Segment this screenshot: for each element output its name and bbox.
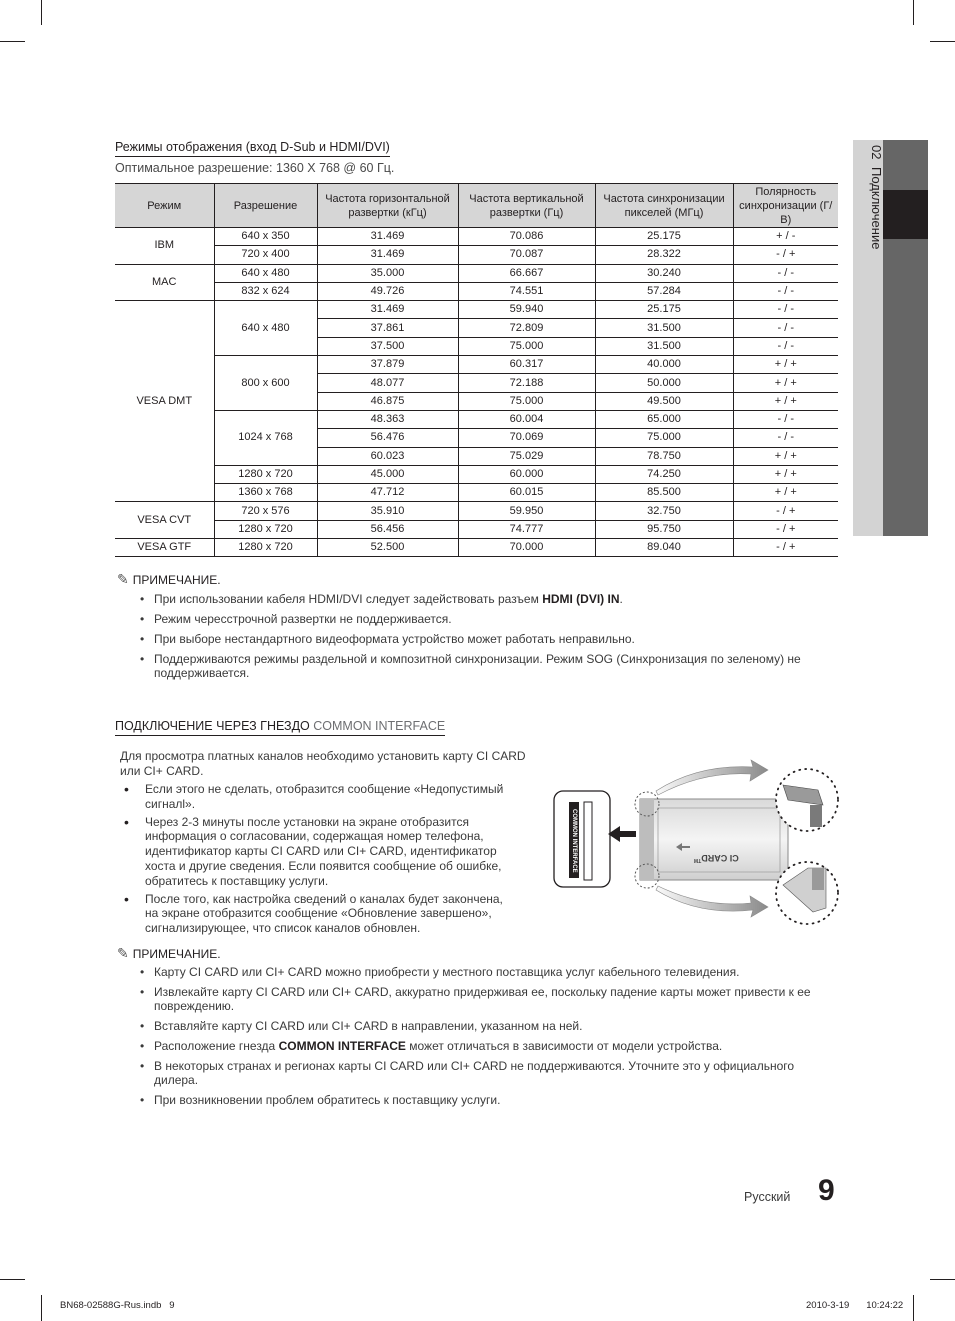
pixel-clock-cell: 25.175 (595, 301, 733, 319)
table-row (115, 228, 838, 246)
resolution-cell: 640 x 480 (214, 264, 317, 282)
h-freq-cell: 56.476 (317, 429, 458, 447)
v-freq-cell: 74.551 (458, 282, 595, 300)
polarity-cell: - / + (733, 520, 838, 538)
resolution-cell: 1280 x 720 (214, 465, 317, 483)
polarity-cell: + / - (733, 228, 838, 246)
v-freq-cell: 66.667 (458, 264, 595, 282)
resolution-cell: 1024 x 768 (214, 410, 317, 465)
pencil-note-icon: ✎ (117, 945, 129, 961)
h-freq-cell: 37.500 (317, 337, 458, 355)
v-freq-cell: 70.000 (458, 539, 595, 557)
list-item: • Через 2-3 минуты после установки на экране отобразится информация о согласовании, содержащая номер телефона, идентификатор карты CI CARD или CI+ CARD, идентификатор хоста и другие сведения. Если появится сообщение об ошибке, обратитесь к поставщику услуги. (124, 815, 514, 889)
list-item: • Если этого не сделать, отобразится сообщение «Недопустимый сигналl». (124, 782, 514, 812)
polarity-cell: + / + (733, 484, 838, 502)
resolution-cell: 720 x 576 (214, 502, 317, 520)
v-freq-cell: 72.188 (458, 374, 595, 392)
resolution-cell: 1280 x 720 (214, 539, 317, 557)
chapter-title: Подключение (869, 167, 884, 250)
list-item: • При возникновении проблем обратитесь к поставщику услуги. (140, 1093, 840, 1107)
v-freq-cell: 60.004 (458, 410, 595, 428)
polarity-cell: - / - (733, 410, 838, 428)
resolution-cell: 800 x 600 (214, 356, 317, 411)
mode-cell: MAC (115, 264, 214, 301)
print-slug-timestamp: 2010-3-19 10:24:22 (806, 1300, 904, 1311)
page-number: 9 (818, 1174, 835, 1207)
column-header-resolution: Разрешение (214, 184, 317, 228)
pixel-clock-cell: 75.000 (595, 429, 733, 447)
pixel-clock-cell: 85.500 (595, 484, 733, 502)
pixel-clock-cell: 95.750 (595, 520, 733, 538)
table-row (115, 484, 838, 502)
common-interface-bullets (124, 782, 514, 939)
column-header-polarity: Полярность синхронизации (Г/В) (733, 184, 838, 228)
crop-mark (913, 0, 914, 25)
polarity-cell: - / - (733, 319, 838, 337)
slot-label: COMMON INTERFACE (571, 809, 577, 873)
polarity-cell: - / + (733, 502, 838, 520)
pixel-clock-cell: 57.284 (595, 282, 733, 300)
pixel-clock-cell: 25.175 (595, 228, 733, 246)
v-freq-cell: 60.000 (458, 465, 595, 483)
resolution-cell: 1280 x 720 (214, 520, 317, 538)
polarity-cell: - / - (733, 337, 838, 355)
list-item: • Извлекайте карту CI CARD или CI+ CARD, аккуратно придерживая ее, поскольку падение карты может привести к ее повреждению. (140, 985, 840, 1013)
table-row (115, 465, 838, 483)
chapter-number: 02 (869, 145, 884, 160)
resolution-cell: 720 x 400 (214, 246, 317, 264)
display-modes-notes (140, 592, 840, 686)
resolution-cell: 832 x 624 (214, 282, 317, 300)
common-interface-title: ПОДКЛЮЧЕНИЕ ЧЕРЕЗ ГНЕЗДО COMMON INTERFACE (115, 719, 445, 736)
column-header-v-freq: Частота вертикальной развертки (Гц) (458, 184, 595, 228)
list-item: • Режим чересстрочной развертки не поддерживается. (140, 612, 840, 626)
v-freq-cell: 75.000 (458, 337, 595, 355)
h-freq-cell: 49.726 (317, 282, 458, 300)
v-freq-cell: 74.777 (458, 520, 595, 538)
mode-cell: VESA CVT (115, 502, 214, 539)
note-heading (117, 571, 221, 588)
list-item: • После того, как настройка сведений о каналах будет закончена, на экране отобразится сообщение «Обновление завершено», сигнализирующее, что список каналов обновлен. (124, 892, 514, 936)
pixel-clock-cell: 74.250 (595, 465, 733, 483)
h-freq-cell: 31.469 (317, 301, 458, 319)
resolution-cell: 1360 x 768 (214, 484, 317, 502)
common-interface-notes (140, 965, 840, 1113)
h-freq-cell: 31.469 (317, 228, 458, 246)
v-freq-cell: 60.317 (458, 356, 595, 374)
table-row (115, 356, 838, 374)
list-item: • Расположение гнезда COMMON INTERFACE может отличаться в зависимости от модели устройства. (140, 1039, 840, 1053)
chapter-tab-label (852, 145, 884, 345)
note-label: ПРИМЕЧАНИЕ. (132, 573, 221, 587)
note-heading (117, 945, 221, 962)
v-freq-cell: 70.086 (458, 228, 595, 246)
pencil-note-icon: ✎ (117, 571, 129, 587)
h-freq-cell: 46.875 (317, 392, 458, 410)
list-item: • При использовании кабеля HDMI/DVI следует задействовать разъем HDMI (DVI) IN. (140, 592, 840, 606)
mode-cell: VESA GTF (115, 539, 214, 557)
polarity-cell: - / - (733, 264, 838, 282)
polarity-cell: + / + (733, 374, 838, 392)
v-freq-cell: 72.809 (458, 319, 595, 337)
crop-mark (41, 0, 42, 25)
footer-language: Русский (744, 1190, 791, 1204)
v-freq-cell: 70.087 (458, 246, 595, 264)
list-item: • При выборе нестандартного видеоформата устройство может работать неправильно. (140, 632, 840, 646)
polarity-cell: - / - (733, 429, 838, 447)
common-interface-intro: Для просмотра платных каналов необходимо установить карту CI CARD или CI+ CARD. (120, 749, 526, 778)
pixel-clock-cell: 32.750 (595, 502, 733, 520)
table-row (115, 539, 838, 557)
list-item: • Карту CI CARD или CI+ CARD можно приобрести у местного поставщика услуг кабельного телевидения. (140, 965, 840, 979)
ci-card-illustration (548, 750, 848, 930)
h-freq-cell: 56.456 (317, 520, 458, 538)
table-header-row (115, 184, 838, 228)
polarity-cell: + / + (733, 465, 838, 483)
h-freq-cell: 37.861 (317, 319, 458, 337)
pixel-clock-cell: 78.750 (595, 447, 733, 465)
v-freq-cell: 70.069 (458, 429, 595, 447)
h-freq-cell: 48.077 (317, 374, 458, 392)
resolution-cell: 640 x 350 (214, 228, 317, 246)
table-row (115, 282, 838, 300)
polarity-cell: + / + (733, 447, 838, 465)
h-freq-cell: 60.023 (317, 447, 458, 465)
polarity-cell: - / + (733, 246, 838, 264)
polarity-cell: + / + (733, 392, 838, 410)
crop-mark (930, 1279, 955, 1280)
table-row (115, 502, 838, 520)
crop-mark (41, 1295, 42, 1321)
pixel-clock-cell: 30.240 (595, 264, 733, 282)
h-freq-cell: 37.879 (317, 356, 458, 374)
v-freq-cell: 75.029 (458, 447, 595, 465)
optimal-resolution: Оптимальное разрешение: 1360 X 768 @ 60 Гц. (115, 161, 395, 175)
v-freq-cell: 59.940 (458, 301, 595, 319)
list-item: • Вставляйте карту CI CARD или CI+ CARD в направлении, указанном на ней. (140, 1019, 840, 1033)
crop-mark (0, 1279, 25, 1280)
v-freq-cell: 60.015 (458, 484, 595, 502)
display-modes-table (115, 183, 838, 557)
pixel-clock-cell: 31.500 (595, 337, 733, 355)
resolution-cell: 640 x 480 (214, 301, 317, 356)
polarity-cell: - / + (733, 539, 838, 557)
column-header-h-freq: Частота горизонтальной развертки (кГц) (317, 184, 458, 228)
table-row (115, 264, 838, 282)
h-freq-cell: 45.000 (317, 465, 458, 483)
mode-cell: VESA DMT (115, 301, 214, 502)
crop-mark (913, 1295, 914, 1321)
h-freq-cell: 52.500 (317, 539, 458, 557)
h-freq-cell: 35.000 (317, 264, 458, 282)
pixel-clock-cell: 31.500 (595, 319, 733, 337)
chapter-tab-active-marker (883, 190, 928, 239)
table-row (115, 246, 838, 264)
v-freq-cell: 75.000 (458, 392, 595, 410)
print-slug-file: BN68-02588G-Rus.indb 9 (60, 1300, 175, 1311)
column-header-pixel-clock: Частота синхронизации пикселей (МГц) (595, 184, 733, 228)
table-row (115, 520, 838, 538)
list-item: • Поддерживаются режимы раздельной и композитной синхронизации. Режим SOG (Синхронизация по зеленому) не поддерживается. (140, 652, 840, 680)
list-item: • В некоторых странах и регионах карты CI CARD или CI+ CARD не поддерживаются. Уточните это у официального дилера. (140, 1059, 840, 1087)
table-row (115, 410, 838, 428)
polarity-cell: - / - (733, 301, 838, 319)
crop-mark (0, 41, 25, 42)
pixel-clock-cell: 89.040 (595, 539, 733, 557)
mode-cell: IBM (115, 228, 214, 265)
polarity-cell: - / - (733, 282, 838, 300)
pixel-clock-cell: 28.322 (595, 246, 733, 264)
table-row (115, 301, 838, 319)
card-label: CI CARD™ (694, 853, 739, 863)
pixel-clock-cell: 40.000 (595, 356, 733, 374)
pixel-clock-cell: 50.000 (595, 374, 733, 392)
pixel-clock-cell: 49.500 (595, 392, 733, 410)
column-header-mode: Режим (115, 184, 214, 228)
h-freq-cell: 35.910 (317, 502, 458, 520)
v-freq-cell: 59.950 (458, 502, 595, 520)
h-freq-cell: 31.469 (317, 246, 458, 264)
polarity-cell: + / + (733, 356, 838, 374)
display-modes-title: Режимы отображения (вход D-Sub и HDMI/DVI) (115, 140, 390, 157)
h-freq-cell: 48.363 (317, 410, 458, 428)
h-freq-cell: 47.712 (317, 484, 458, 502)
note-label: ПРИМЕЧАНИЕ. (132, 947, 221, 961)
pixel-clock-cell: 65.000 (595, 410, 733, 428)
crop-mark (930, 41, 955, 42)
